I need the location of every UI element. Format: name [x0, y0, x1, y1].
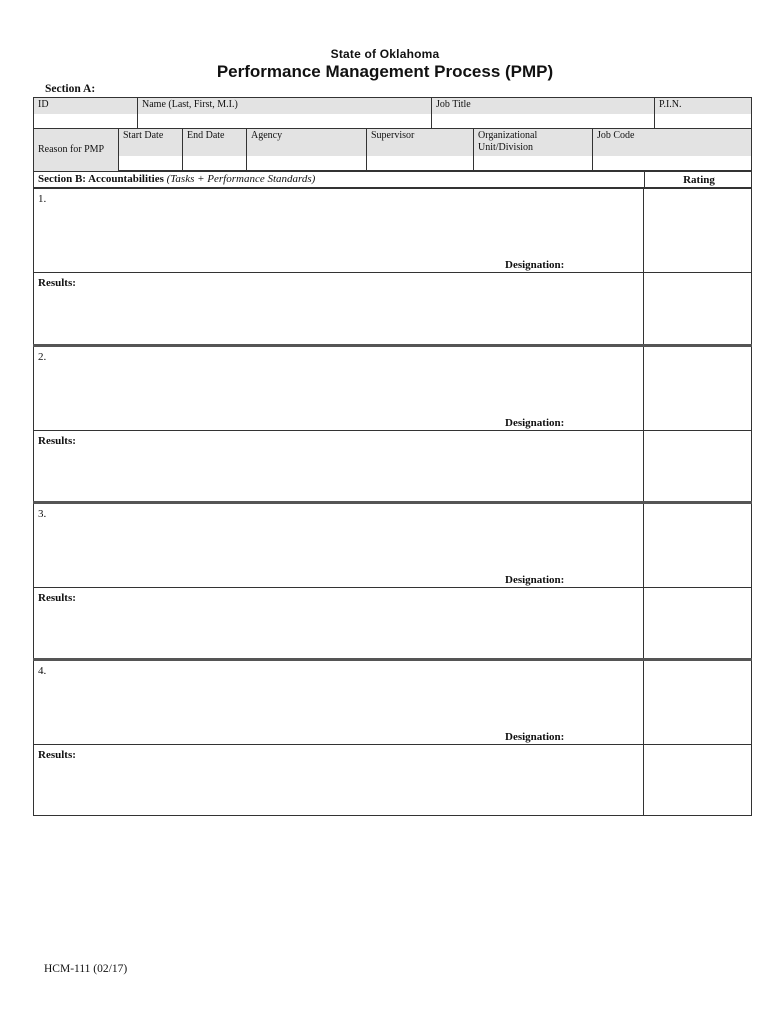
accountability-number: 1. [38, 193, 47, 205]
accountability-number: 2. [38, 351, 47, 363]
designation-label: Designation: [505, 731, 565, 743]
section-b-header [33, 171, 752, 189]
accountability-block-2 [33, 347, 752, 503]
reason-for-pmp-field[interactable] [34, 129, 119, 171]
accountability-block-3 [33, 504, 752, 660]
designation-label: Designation: [505, 574, 565, 586]
section-b-note: (Tasks + Performance Standards) [166, 173, 316, 185]
results-label: Results: [38, 277, 76, 289]
agency-label: Agency [247, 129, 366, 156]
section-a-table [33, 97, 752, 171]
accountability-number: 3. [38, 508, 47, 520]
job-title-label: Job Title [432, 98, 654, 114]
accountability-field-3[interactable] [34, 504, 751, 588]
id-field[interactable] [34, 98, 138, 128]
results-label: Results: [38, 592, 76, 604]
form-title: Performance Management Process (PMP) [216, 62, 554, 81]
start-date-field[interactable] [119, 129, 183, 171]
name-field[interactable] [138, 98, 432, 128]
reason-for-pmp-label: Reason for PMP [34, 129, 118, 171]
job-code-field[interactable] [593, 129, 751, 171]
section-a-row-1 [34, 98, 751, 129]
section-b-title: Section B: Accountabilities (Tasks + Performance Standards) [38, 173, 316, 185]
pin-label: P.I.N. [655, 98, 751, 114]
supervisor-field[interactable] [367, 129, 474, 171]
designation-label: Designation: [505, 259, 565, 271]
accountability-number: 4. [38, 665, 47, 677]
agency-field[interactable] [247, 129, 367, 171]
results-label: Results: [38, 749, 76, 761]
end-date-label: End Date [183, 129, 246, 156]
results-field-1[interactable] [34, 273, 751, 346]
org-unit-field[interactable] [474, 129, 593, 171]
end-date-field[interactable] [183, 129, 247, 171]
results-label: Results: [38, 435, 76, 447]
name-label: Name (Last, First, M.I.) [138, 98, 431, 114]
start-date-label: Start Date [119, 129, 182, 156]
job-code-label: Job Code [593, 129, 751, 156]
accountability-block-1 [33, 189, 752, 346]
form-code: HCM-111 (02/17) [44, 963, 128, 975]
supervisor-label: Supervisor [367, 129, 473, 156]
section-a-heading: Section A: [45, 83, 96, 95]
state-name: State of Oklahoma [330, 47, 440, 61]
section-a-row-2 [34, 129, 751, 171]
results-field-3[interactable] [34, 588, 751, 661]
accountability-block-4 [33, 661, 752, 816]
pin-field[interactable] [655, 98, 751, 128]
accountability-field-1[interactable] [34, 189, 751, 273]
job-title-field[interactable] [432, 98, 655, 128]
results-field-2[interactable] [34, 431, 751, 504]
designation-label: Designation: [505, 417, 565, 429]
results-field-4[interactable] [34, 745, 751, 815]
rating-column-header: Rating [644, 172, 753, 187]
id-label: ID [34, 98, 137, 114]
accountability-field-4[interactable] [34, 661, 751, 745]
accountability-field-2[interactable] [34, 347, 751, 431]
org-unit-label: Organizational Unit/Division [474, 129, 592, 156]
